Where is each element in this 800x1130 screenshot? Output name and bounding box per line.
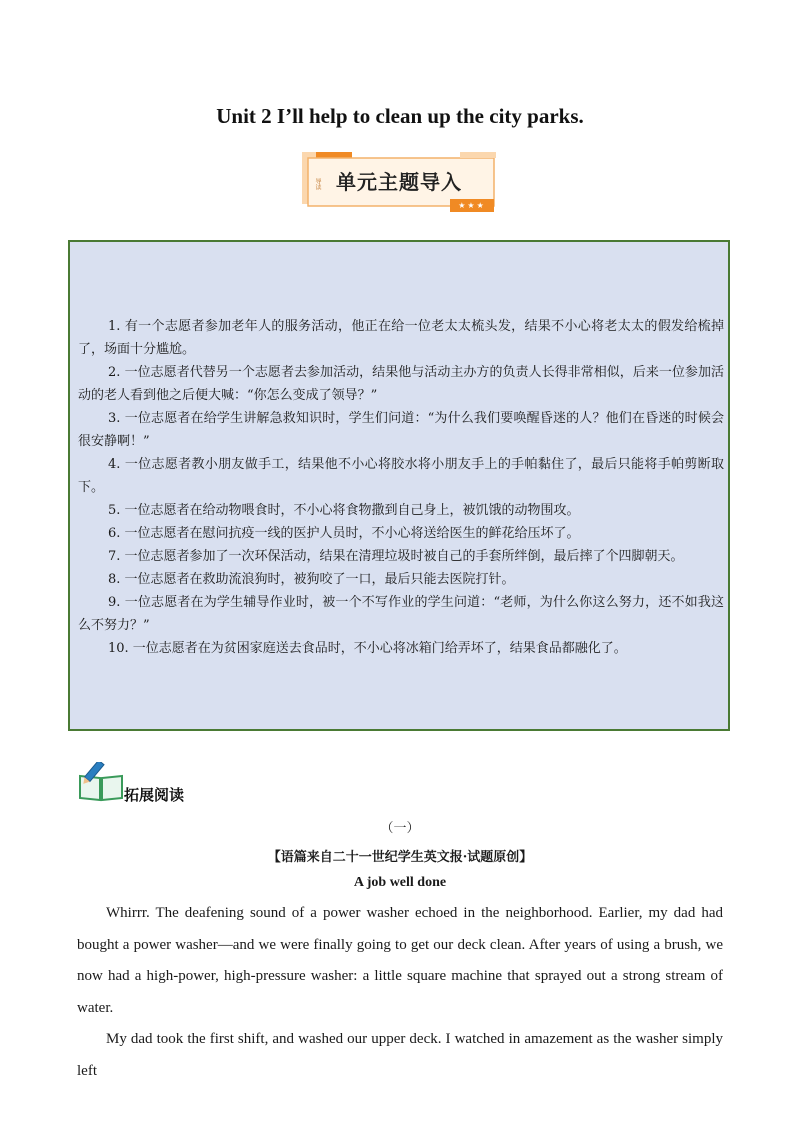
book-pencil-icon — [78, 762, 124, 802]
intro-box — [68, 240, 730, 731]
intro-item: 1. 有一个志愿者参加老年人的服务活动，他正在给一位老太太梳头发，结果不小心将老太太的假发给梳掉了，场面十分尴尬。 — [78, 319, 724, 357]
intro-item: 2. 一位志愿者代替另一个志愿者去参加活动，结果他与活动主办方的负责人长得非常相似，后来一位参加活动的老人看到他之后便大喊：“你怎么变成了领导？” — [78, 365, 724, 403]
intro-item: 6. 一位志愿者在慰问抗疫一线的医护人员时，不小心将送给医生的鲜花给压坏了。 — [108, 526, 580, 541]
page-title: Unit 2 I’ll help to clean up the city parks. — [216, 104, 584, 128]
part-number: （一） — [380, 821, 420, 836]
intro-item: 9. 一位志愿者在为学生辅导作业时，被一个不写作业的学生问道：“老师，为什么你这么努力，还不如我这么不努力？” — [78, 595, 724, 633]
stars-icon: ★★★ — [450, 199, 494, 212]
section-header — [78, 762, 278, 802]
intro-item: 4. 一位志愿者教小朋友做手工，结果他不小心将胶水将小朋友手上的手帕黏住了，最后只能将手帕剪断取下。 — [78, 457, 724, 495]
banner-tag: 导读 — [314, 178, 321, 190]
banner-label: 单元主题导入 — [336, 170, 462, 194]
section-label: 拓展阅读 — [124, 786, 185, 804]
source-note: 【语篇来自二十一世纪学生英文报·试题原创】 — [267, 850, 533, 865]
unit-intro-banner — [300, 150, 498, 212]
intro-item: 8. 一位志愿者在救助流浪狗时，被狗咬了一口，最后只能去医院打针。 — [108, 572, 515, 587]
intro-item: 7. 一位志愿者参加了一次环保活动，结果在清理垃圾时被自己的手套所绊倒，最后摔了个四脚朝天。 — [108, 549, 684, 564]
paragraph: My dad took the first shift, and washed our upper deck. I watched in amazement as the washer simply left — [77, 1031, 723, 1079]
intro-item: 3. 一位志愿者在给学生讲解急救知识时，学生们问道：“为什么我们要唤醒昏迷的人？他们在昏迷的时候会很安静啊！” — [78, 411, 724, 449]
intro-item: 10. 一位志愿者在为贫困家庭送去食品时，不小心将冰箱门给弄坏了，结果食品都融化了。 — [108, 641, 627, 656]
paragraph: Whirrr. The deafening sound of a power washer echoed in the neighborhood. Earlier, my dad had bought a power washer—and we were finally going to get our deck clean. After years of using a brush, we now had a high-power, high-pressure washer: a little square machine that sprayed out a strong stream of water. — [77, 905, 723, 1016]
article-body — [77, 898, 723, 1087]
intro-item: 5. 一位志愿者在给动物喂食时，不小心将食物撒到自己身上，被饥饿的动物围攻。 — [108, 503, 580, 518]
intro-list — [78, 315, 724, 660]
article-title: A job well done — [353, 875, 447, 890]
